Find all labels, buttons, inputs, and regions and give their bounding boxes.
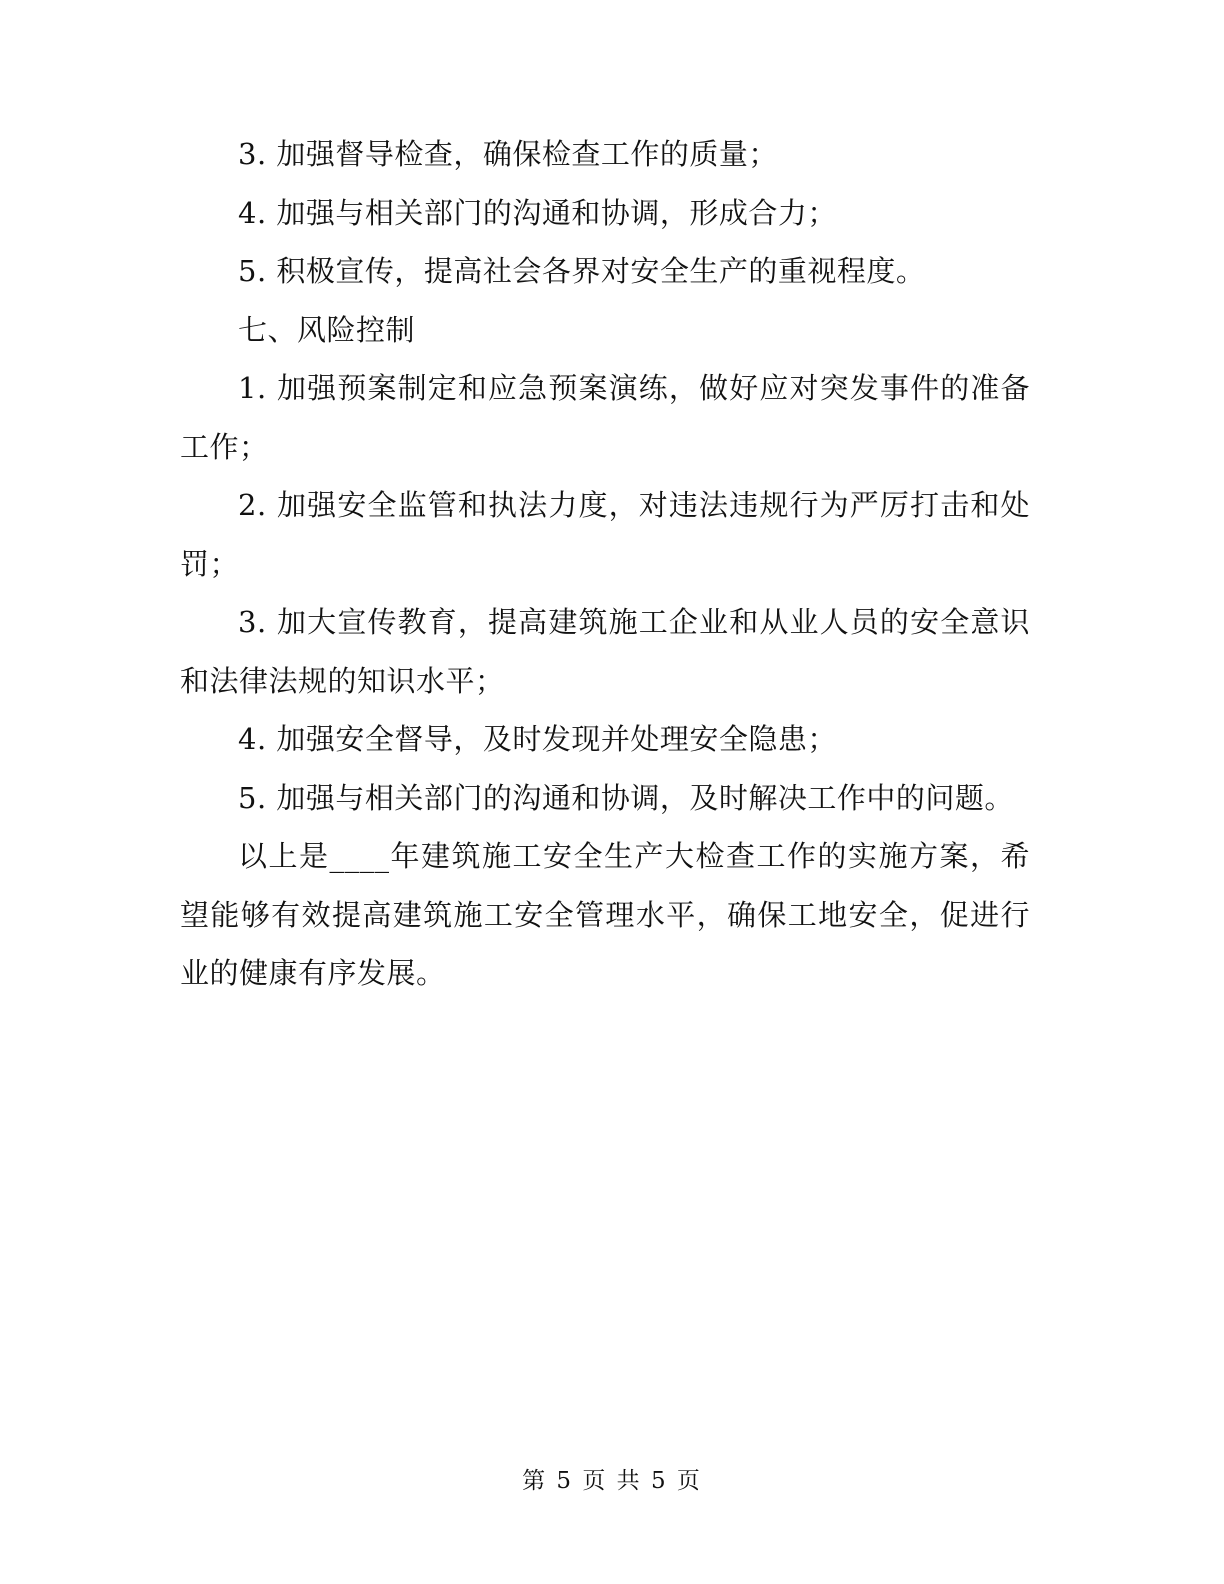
list-item: 5. 积极宣传，提高社会各界对安全生产的重视程度。: [238, 254, 926, 288]
closing-paragraph: 以上是____年建筑施工安全生产大检查工作的实施方案，希望能够有效提高建筑施工安全管理水平，确保工地安全，促进行业的健康有序发展。: [180, 839, 1030, 990]
list-item: 3. 加强督导检查，确保检查工作的质量；: [238, 137, 778, 171]
page-footer: 第 5 页 共 5 页: [522, 1468, 702, 1494]
list-item: 5. 加强与相关部门的沟通和协调，及时解决工作中的问题。: [238, 780, 1014, 815]
list-item: 1. 加强预案制定和应急预案演练，做好应对突发事件的准备工作；: [180, 371, 1030, 464]
document-body: [180, 125, 1030, 1003]
section-heading: 七、风险控制: [238, 312, 416, 347]
list-item: 4. 加强安全督导，及时发现并处理安全隐患；: [238, 722, 837, 756]
list-item: 4. 加强与相关部门的沟通和协调，形成合力；: [238, 195, 837, 230]
list-item: 3. 加大宣传教育，提高建筑施工企业和从业人员的安全意识和法律法规的知识水平；: [180, 605, 1030, 698]
list-item: 2. 加强安全监管和执法力度，对违法违规行为严厉打击和处罚；: [180, 488, 1030, 581]
